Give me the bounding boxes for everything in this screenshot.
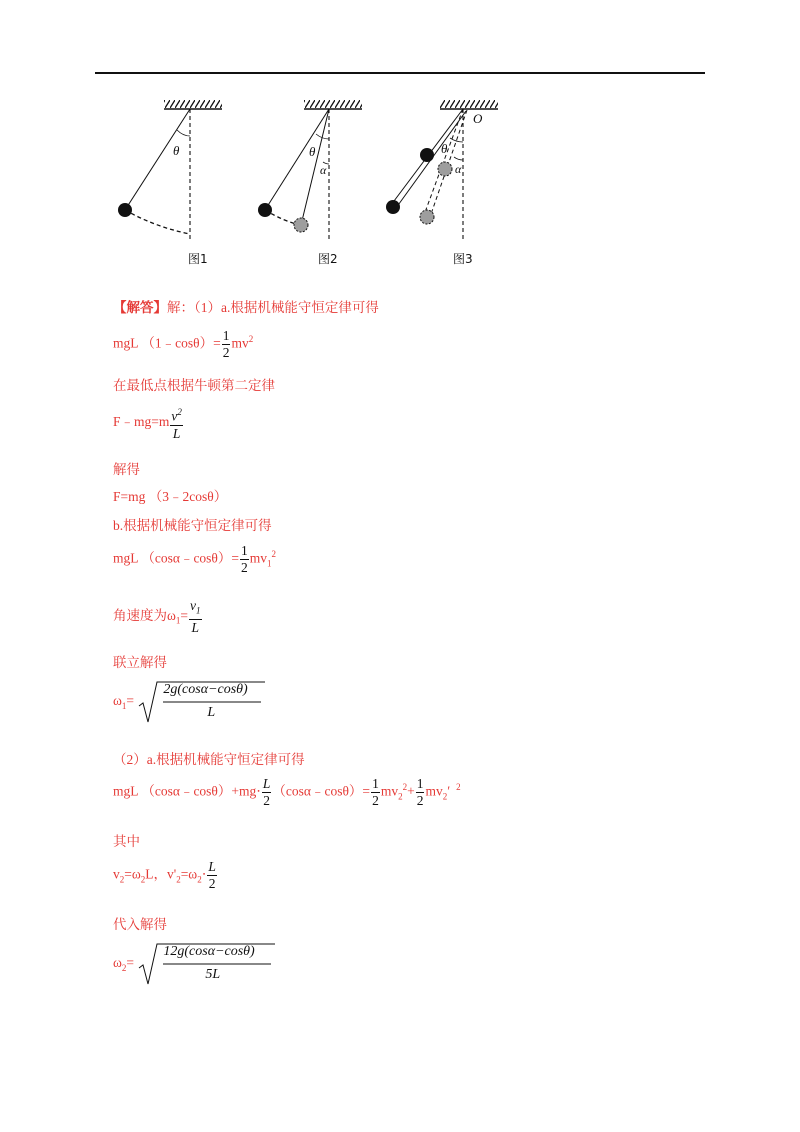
top-rule	[95, 72, 705, 74]
eq1-num: 1	[222, 328, 230, 343]
equation-6	[113, 680, 267, 724]
eq6-lhs: ω	[113, 693, 122, 709]
figure-1	[118, 100, 222, 266]
eq8-d: =ω	[180, 866, 198, 882]
eq4-num: 1	[241, 543, 248, 558]
eq8-c: L，v'	[145, 866, 177, 882]
eq8-dot: ⋅	[201, 866, 207, 882]
eq1-sup: 2	[248, 334, 254, 345]
eq7-l-num: L	[262, 776, 271, 791]
step-8: 其中	[113, 834, 140, 849]
pendulum-bob-ghost-upper	[438, 162, 452, 176]
part-b: b.根据机械能守恒定律可得	[113, 518, 272, 533]
eq2-lhs: F﹣mg=m	[113, 413, 170, 429]
eq1-lhs: mgL （1﹣cosθ）=	[113, 335, 221, 351]
eq5-num-v: v	[190, 598, 197, 613]
step-3: 解得	[113, 462, 140, 477]
eq7-half2-num: 1	[416, 776, 424, 791]
eq7-t1: mv	[380, 783, 399, 799]
eq7-t2-sub: 2	[442, 791, 448, 802]
eq6-den: L	[207, 705, 216, 720]
eq1-fraction	[222, 328, 231, 361]
eq6-sub: 1	[121, 700, 127, 711]
equation-3: F=mg （3﹣2cosθ）	[113, 489, 228, 504]
eq9-den: 5L	[205, 967, 221, 982]
alpha-label: α	[455, 162, 462, 176]
eq4-fraction	[240, 543, 249, 576]
pendulum-bob-upper	[420, 148, 434, 162]
equation-2	[113, 404, 184, 442]
eq7-t1-sub: 2	[398, 791, 403, 802]
eq2-num-sup: 2	[177, 407, 182, 417]
alpha-label: α	[320, 163, 327, 177]
eq8-a: v	[113, 866, 120, 882]
eq4-sub: 1	[267, 558, 272, 569]
ceiling-hatch	[164, 100, 222, 108]
eq7-half1-num: 1	[372, 776, 379, 791]
equation-8	[113, 859, 218, 892]
figure-2	[258, 100, 362, 266]
pendulum-bob-ghost	[294, 218, 308, 232]
eq7-fraction-half-1	[371, 776, 380, 809]
eq8-den: 2	[208, 876, 216, 891]
eq7-l-den: 2	[263, 793, 271, 808]
eq5-lhs: 角速度为ω	[113, 607, 176, 623]
intro-text: 解：（1）a.根据机械能守恒定律可得	[167, 300, 379, 315]
figure-3	[386, 100, 498, 266]
equation-5	[113, 598, 203, 636]
eq7-t2-prime: ′	[447, 783, 451, 799]
eq8-d-sub: 2	[197, 874, 202, 885]
eq5-den: L	[189, 619, 202, 636]
figure-2-label: 图2	[318, 252, 338, 266]
step-9: 代入解得	[113, 917, 167, 932]
eq9-lhs: ω	[113, 955, 122, 971]
eq7-fraction-half-2	[416, 776, 425, 809]
eq8-c-sub: 2	[176, 874, 181, 885]
eq7-mid: （cosα﹣cosθ）=	[272, 783, 371, 799]
eq7-t2: mv	[425, 783, 443, 799]
eq7-half2-den: 2	[416, 793, 424, 808]
step-6: 联立解得	[113, 655, 167, 670]
eq2-fraction	[170, 404, 183, 442]
eq4-sup: 2	[271, 549, 277, 560]
eq6-num: 2g(cosα−cosθ)	[163, 682, 248, 697]
eq8-b: =ω	[124, 866, 141, 882]
eq7-half1-den: 2	[372, 793, 379, 808]
ceiling-hatch	[304, 100, 362, 108]
theta-label: θ	[173, 143, 180, 158]
eq8-b-sub: 2	[140, 874, 146, 885]
eq8-num: L	[208, 859, 216, 874]
eq9-sub: 2	[121, 962, 127, 973]
eq5-num	[189, 598, 202, 619]
pendulum-bob	[118, 203, 132, 217]
part-2: （2）a.根据机械能守恒定律可得	[113, 752, 305, 767]
answer-header: 【解答】	[113, 300, 167, 315]
ceiling-hatch	[440, 100, 498, 108]
equation-9	[113, 942, 277, 986]
pendulum-bob	[258, 203, 272, 217]
eq7-lhs: mgL （cosα﹣cosθ）+mg⋅	[113, 783, 261, 799]
eq2-den: L	[170, 425, 183, 442]
step-2: 在最低点根据牛顿第二定律	[113, 378, 275, 393]
pendulum-bob-lower	[386, 200, 400, 214]
pendulum-figures	[100, 92, 520, 272]
eq9-sqrt	[137, 942, 277, 986]
figure-1-label: 图1	[188, 252, 208, 266]
eq1-den: 2	[222, 345, 230, 360]
eq1-rhs: mv	[231, 335, 249, 351]
equation-4	[113, 543, 276, 576]
eq4-lhs: mgL （cosα﹣cosθ）=	[113, 550, 240, 566]
eq5-fraction	[189, 598, 202, 636]
eq5-eq: =	[180, 607, 189, 623]
eq6-eq: =	[126, 693, 135, 709]
eq7-fraction-l	[262, 776, 272, 809]
eq9-eq: =	[126, 955, 135, 971]
equation-1	[113, 328, 253, 361]
eq5-num-sub: 1	[196, 605, 201, 616]
eq9-num: 12g(cosα−cosθ)	[163, 944, 255, 959]
eq2-num	[170, 404, 183, 425]
eq7-t2-sup: 2	[456, 782, 461, 793]
eq2-num-v: v	[171, 408, 178, 424]
eq8-a-sub: 2	[119, 874, 125, 885]
theta-label: θ	[441, 141, 448, 156]
eq6-sqrt	[137, 680, 267, 724]
eq8-fraction	[207, 859, 217, 892]
solution-intro	[113, 296, 379, 316]
theta-label: θ	[309, 144, 316, 159]
figure-3-label: 图3	[453, 252, 473, 266]
eq5-sub: 1	[175, 615, 181, 626]
pivot-label: O	[473, 111, 483, 126]
eq7-t1-sup: 2	[402, 782, 408, 793]
pendulum-bob-ghost-lower	[420, 210, 434, 224]
eq4-den: 2	[241, 560, 248, 575]
eq4-rhs: mv	[249, 550, 268, 566]
equation-7	[113, 776, 461, 809]
eq7-plus: +	[407, 783, 415, 799]
